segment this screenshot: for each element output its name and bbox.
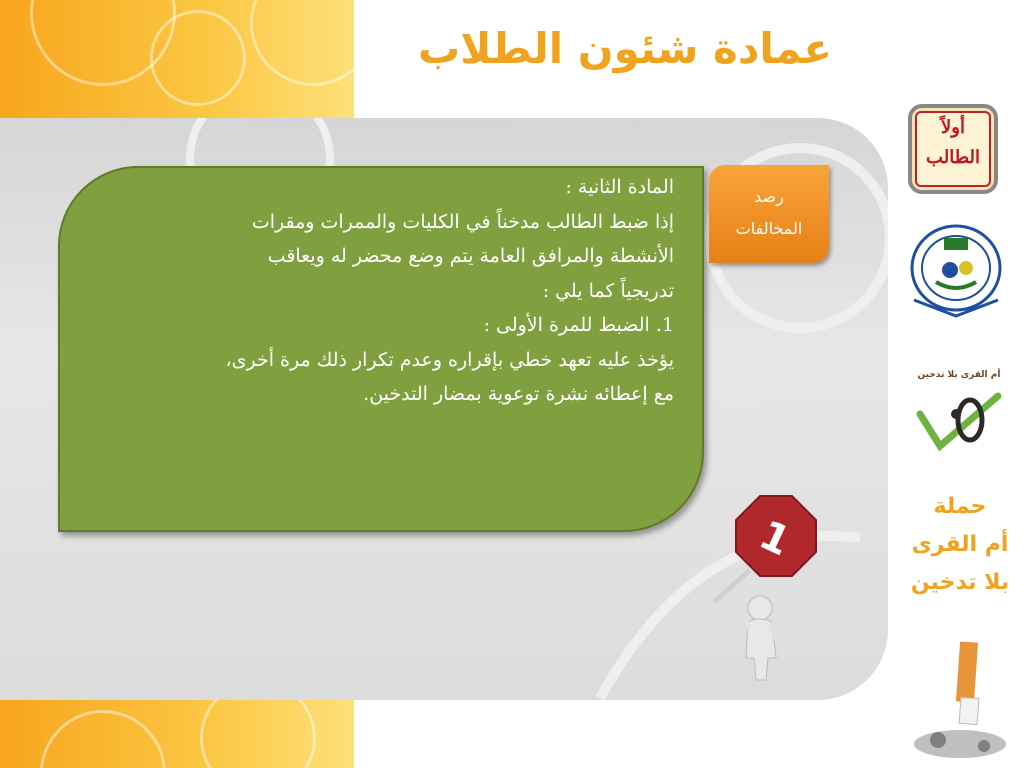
stop-sign-figure-icon (700, 490, 840, 690)
campaign-title (904, 488, 1016, 602)
stop-sign-number: 1 (752, 511, 798, 566)
campaign-line: أم القرى (911, 532, 1009, 557)
violations-tag (709, 165, 829, 263)
article-line: الأنشطة والمرافق العامة يتم وضع محضر له ويعاقب (267, 245, 674, 267)
tag-line-1: رصد (754, 187, 784, 206)
article-subheading: 1. الضبط للمرة الأولى : (483, 314, 674, 336)
students-first-logo (908, 104, 998, 194)
header-decoration (0, 0, 354, 118)
university-logo-icon (906, 220, 1006, 320)
students-first-logo-text: أولاً الطالب (915, 111, 991, 187)
page-title: عمادة شئون الطلاب (417, 24, 832, 73)
article-heading: المادة الثانية : (565, 176, 674, 198)
no-smoking-campaign-icon (914, 384, 1004, 454)
campaign-line: بلا تدخين (910, 570, 1010, 595)
article-text (82, 170, 674, 412)
footer-decoration (0, 700, 354, 768)
tag-line-2: المخالفات (735, 219, 803, 238)
article-line: يؤخذ عليه تعهد خطي بإقراره وعدم تكرار ذلك مرة أخرى، (225, 348, 674, 371)
article-line: إذا ضبط الطالب مدخناً في الكليات والممرات ومقرات (251, 210, 674, 233)
article-line: تدريجياً كما يلي : (542, 279, 674, 302)
campaign-line: حملة (933, 494, 987, 519)
cigarette-butt-icon (900, 636, 1010, 766)
article-line: مع إعطائه نشرة توعوية بمضار التدخين. (363, 383, 674, 405)
campaign-small-label: أم القرى بلا تدخين (917, 370, 1001, 380)
